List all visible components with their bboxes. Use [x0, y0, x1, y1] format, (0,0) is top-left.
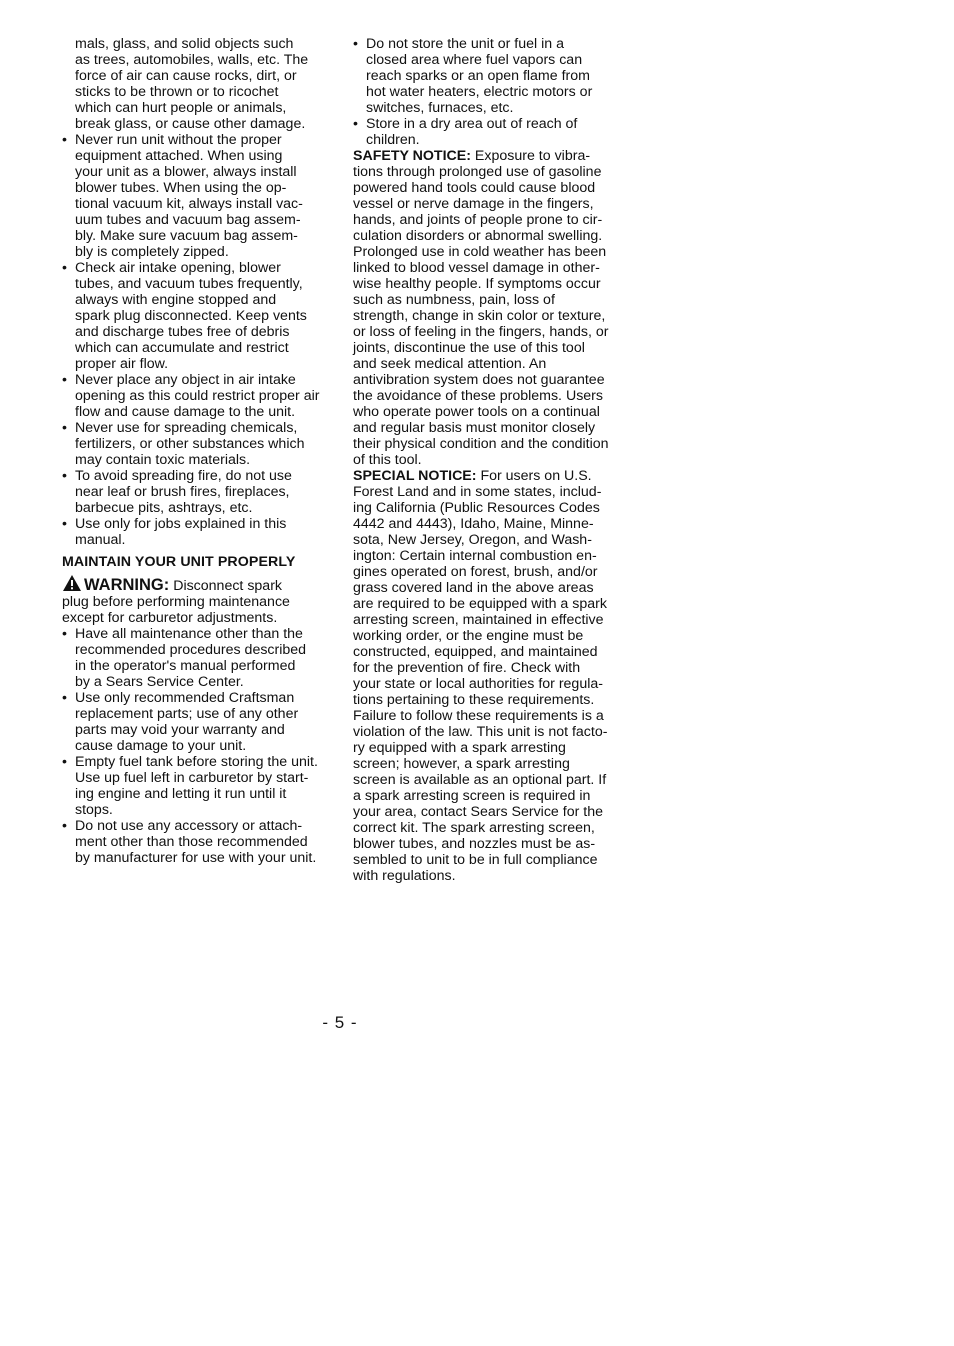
storage-bullet-list: [353, 36, 625, 148]
special-notice-paragraph: [353, 468, 625, 884]
list-item: • Use only recommended Craftsman replacement parts; use of any other parts may void your warranty and cause damage to your unit.: [62, 690, 334, 754]
special-notice-label: SPECIAL NOTICE:: [353, 468, 477, 484]
list-item: • Do not use any accessory or attach- ment other than those recommended by manufacturer for use with your unit.: [62, 818, 334, 866]
safety-bullet-list: [62, 132, 334, 548]
left-column: [62, 36, 334, 866]
list-item: • Do not store the unit or fuel in a closed area where fuel vapors can reach sparks or an open flame from hot water heaters, electric motors or switches, furnaces, etc.: [353, 36, 625, 116]
list-item: • Have all maintenance other than the recommended procedures described in the operator's manual performed by a Sears Service Center.: [62, 626, 334, 690]
right-column: [353, 36, 625, 884]
list-item: • Check air intake opening, blower tubes, and vacuum tubes frequently, always with engine stopped and spark plug disconnected. Keep vents and discharge tubes free of debris which can accumulate and restrict proper air flow.: [62, 260, 334, 372]
safety-notice-paragraph: [353, 148, 625, 468]
maintain-heading: MAINTAIN YOUR UNIT PROPERLY: [62, 554, 296, 570]
maintenance-bullet-list: [62, 626, 334, 866]
page-number: - 5 -: [322, 1013, 358, 1032]
warning-paragraph: [62, 574, 334, 626]
list-item: • Never use for spreading chemicals, fertilizers, or other substances which may contain toxic materials.: [62, 420, 334, 468]
list-item: • Store in a dry area out of reach of children.: [353, 116, 625, 148]
intro-paragraph: mals, glass, and solid objects such as trees, automobiles, walls, etc. The force of air can cause rocks, dirt, or sticks to be thrown or to ricochet which can hurt people or animals, break glass, or cause other damage.: [75, 36, 309, 132]
safety-notice-label: SAFETY NOTICE:: [353, 148, 471, 164]
safety-notice-text: Exposure to vibra- tions through prolonged use of gasoline powered hand tools could cause blood vessel or nerve damage in the fingers, hands, and joints of people prone to cir- culation disorders or abnormal swelling. Prolonged use in cold weather has been linked to blood vessel damage in other- wise healthy people. If symptoms occur such as numbness, pain, loss of strength, change in skin color or texture, or loss of feeling in the fingers, hands, or joints, discontinue the use of this tool and seek medical attention. An antivibration system does not guarantee the avoidance of these problems. Users who operate power tools on a continual and regular basis must monitor closely their physical condition and the condition of this tool.: [353, 148, 609, 468]
list-item: • Never place any object in air intake opening as this could restrict proper air flow and cause damage to the unit.: [62, 372, 334, 420]
warning-text: Disconnect spark plug before performing maintenance except for carburetor adjustments.: [62, 578, 290, 626]
warning-triangle-icon: [62, 574, 82, 592]
list-item: • Empty fuel tank before storing the unit. Use up fuel left in carburetor by start- ing engine and letting it run until it stops.: [62, 754, 334, 818]
list-item: • Never run unit without the proper equipment attached. When using your unit as a blower, always install blower tubes. When using the op- tional vacuum kit, always install vac- uum tubes and vacuum bag assem- bly. Make sure vacuum bag assem- bly is completely zipped.: [62, 132, 334, 260]
warning-label: WARNING:: [84, 576, 170, 594]
list-item: • To avoid spreading fire, do not use near leaf or brush fires, fireplaces, barbecue pits, ashtrays, etc.: [62, 468, 334, 516]
special-notice-text: For users on U.S. Forest Land and in some states, includ- ing California (Public Resources Codes 4442 and 4443), Idaho, Maine, Minne- sota, New Jersey, Oregon, and Wash- ington: Certain internal combustion en- gines operated on forest, brush, and/or grass covered land in the above areas are required to be equipped with a spark arresting screen, maintained in effective working order, or the engine must be constructed, equipped, and maintained for the prevention of fire. Check with your state or local authorities for regula- tions pertaining to these requirements. Failure to follow these requirements is a violation of the law. This unit is not facto- ry equipped with a spark arresting screen; however, a spark arresting screen is available as an optional part. If a spark arresting screen is required in your area, contact Sears Service for the correct kit. The spark arresting screen, blower tubes, and nozzles must be as- sembled to unit to be in full compliance with regulations.: [353, 468, 608, 884]
list-item: • Use only for jobs explained in this manual.: [62, 516, 334, 548]
